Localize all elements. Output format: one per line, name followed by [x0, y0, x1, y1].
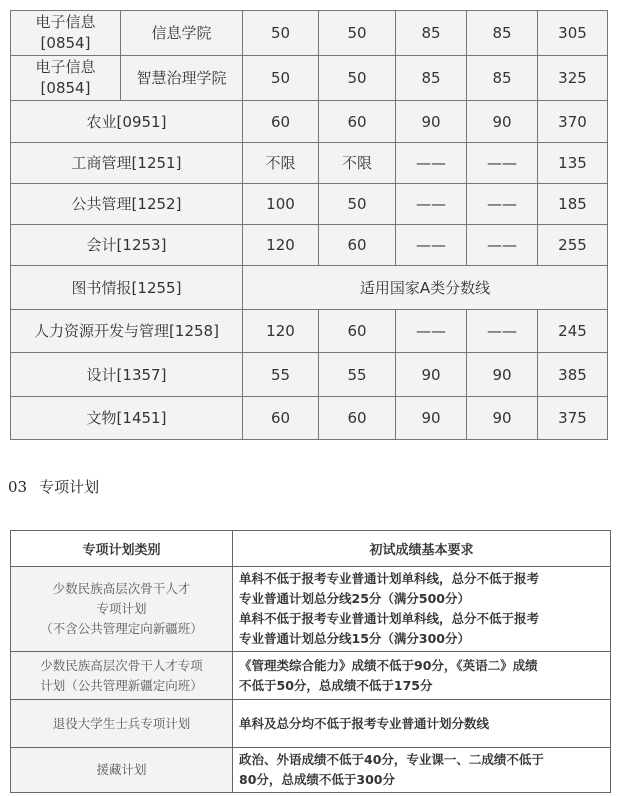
major-cell: 工商管理[1251]: [11, 143, 243, 184]
score-cell: 55: [319, 353, 396, 397]
score-cell: 60: [319, 397, 396, 440]
table-row: [11, 748, 611, 793]
major-cell: 会计[1253]: [11, 225, 243, 266]
total-cell: 185: [538, 184, 608, 225]
major-cell: 图书情报[1255]: [11, 266, 243, 310]
category-cell: 少数民族高层次骨干人才 专项计划 （不含公共管理定向新疆班）: [11, 567, 233, 652]
major-cell: 文物[1451]: [11, 397, 243, 440]
table-row: [11, 184, 608, 225]
merged-score-cell: 适用国家A类分数线: [243, 266, 608, 310]
score-table: [10, 10, 608, 440]
requirement-cell: 《管理类综合能力》成绩不低于90分，《英语二》成绩 不低于50分，总成绩不低于175分: [233, 652, 611, 700]
score-cell: 90: [467, 397, 538, 440]
score-cell: 120: [243, 225, 319, 266]
score-cell: ——: [467, 310, 538, 353]
table-row: [11, 700, 611, 748]
column-header: 初试成绩基本要求: [233, 531, 611, 567]
total-cell: 385: [538, 353, 608, 397]
score-cell: ——: [467, 225, 538, 266]
total-cell: 370: [538, 101, 608, 143]
college-cell: 信息学院: [121, 11, 243, 56]
score-cell: 120: [243, 310, 319, 353]
score-cell: 90: [396, 353, 467, 397]
table-row: [11, 652, 611, 700]
score-cell: 90: [467, 101, 538, 143]
total-cell: 305: [538, 11, 608, 56]
score-cell: 90: [396, 101, 467, 143]
total-cell: 135: [538, 143, 608, 184]
score-cell: ——: [396, 184, 467, 225]
table-row: [11, 101, 608, 143]
score-cell: 85: [467, 56, 538, 101]
table-row: [11, 567, 611, 652]
column-header: 专项计划类别: [11, 531, 233, 567]
total-cell: 245: [538, 310, 608, 353]
score-cell: 不限: [243, 143, 319, 184]
category-cell: 退役大学生士兵专项计划: [11, 700, 233, 748]
table-row: [11, 225, 608, 266]
major-cell: 公共管理[1252]: [11, 184, 243, 225]
special-plan-table: [10, 530, 611, 793]
score-cell: 60: [319, 101, 396, 143]
major-cell: 人力资源开发与管理[1258]: [11, 310, 243, 353]
total-cell: 255: [538, 225, 608, 266]
score-cell: ——: [396, 310, 467, 353]
score-cell: 85: [396, 56, 467, 101]
score-cell: ——: [467, 143, 538, 184]
section-number: 03: [8, 478, 28, 496]
table-row: [11, 310, 608, 353]
category-cell: 少数民族高层次骨干人才专项 计划（公共管理新疆定向班）: [11, 652, 233, 700]
score-cell: 55: [243, 353, 319, 397]
requirement-cell: 政治、外语成绩不低于40分，专业课一、二成绩不低于 80分，总成绩不低于300分: [233, 748, 611, 793]
score-cell: ——: [467, 184, 538, 225]
score-cell: 60: [243, 397, 319, 440]
total-cell: 375: [538, 397, 608, 440]
score-cell: 50: [319, 56, 396, 101]
score-cell: 60: [319, 225, 396, 266]
major-cell: 电子信息 [0854]: [11, 56, 121, 101]
score-cell: ——: [396, 225, 467, 266]
major-cell: 设计[1357]: [11, 353, 243, 397]
table-header-row: [11, 531, 611, 567]
score-cell: 50: [319, 184, 396, 225]
requirement-cell: 单科不低于报考专业普通计划单科线，总分不低于报考 专业普通计划总分线25分（满分500分） 单科不低于报考专业普通计划单科线，总分不低于报考 专业普通计划总分线15分（满分300分）: [233, 567, 611, 652]
requirement-cell: 单科及总分均不低于报考专业普通计划分数线: [233, 700, 611, 748]
total-cell: 325: [538, 56, 608, 101]
score-cell: 50: [243, 11, 319, 56]
table-row: [11, 353, 608, 397]
score-cell: 60: [243, 101, 319, 143]
score-cell: 90: [396, 397, 467, 440]
major-cell: 农业[0951]: [11, 101, 243, 143]
category-cell: 援藏计划: [11, 748, 233, 793]
score-cell: 不限: [319, 143, 396, 184]
score-cell: 85: [467, 11, 538, 56]
table-row: [11, 11, 608, 56]
table-row: [11, 397, 608, 440]
score-cell: 90: [467, 353, 538, 397]
score-cell: ——: [396, 143, 467, 184]
score-cell: 50: [319, 11, 396, 56]
major-cell: 电子信息 [0854]: [11, 11, 121, 56]
table-row: [11, 56, 608, 101]
score-cell: 60: [319, 310, 396, 353]
table-row: [11, 266, 608, 310]
table-row: [11, 143, 608, 184]
score-cell: 85: [396, 11, 467, 56]
college-cell: 智慧治理学院: [121, 56, 243, 101]
section-heading: [8, 476, 99, 497]
section-title: 专项计划: [39, 478, 100, 496]
score-cell: 100: [243, 184, 319, 225]
score-cell: 50: [243, 56, 319, 101]
